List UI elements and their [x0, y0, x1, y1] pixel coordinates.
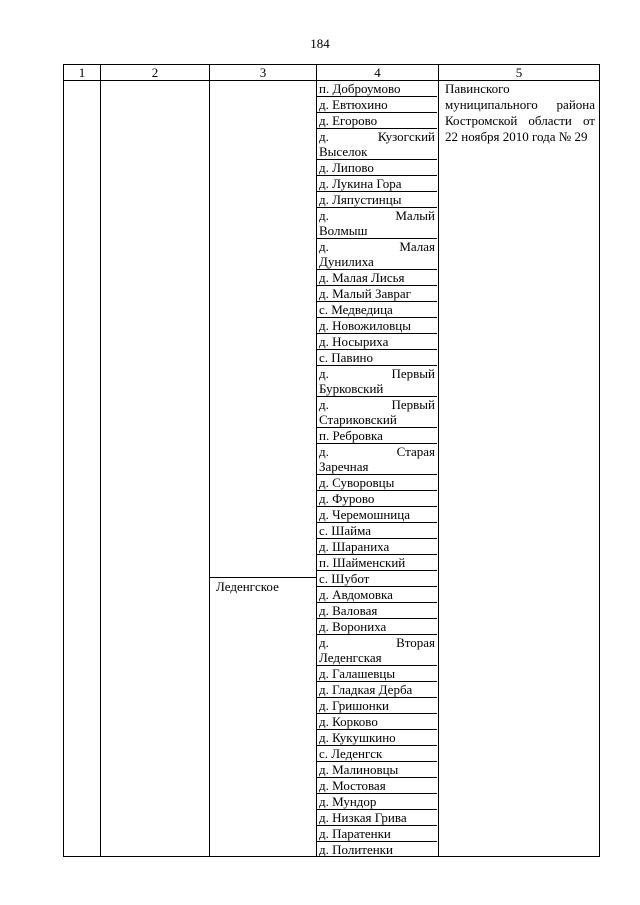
settlement-cell: д. Новожиловцы — [317, 318, 437, 334]
settlement-list — [317, 81, 437, 858]
settlement-cell: д. Носыриха — [317, 334, 437, 350]
settlement-cell: п. Шайменский — [317, 555, 437, 571]
settlement-cell: с. Павино — [317, 350, 437, 366]
settlement-group-label: Леденгское — [216, 579, 279, 594]
settlement-cell: д. Малый Завраг — [317, 286, 437, 302]
settlement-cell: д. Гладкая Дерба — [317, 682, 437, 698]
column-divider — [438, 65, 439, 856]
settlement-cell: д. Егорово — [317, 113, 437, 129]
page-number: 184 — [310, 36, 330, 51]
table-header-row — [64, 65, 599, 81]
settlement-cell: д. Черемошница — [317, 507, 437, 523]
settlement-cell: д. Политенки — [319, 842, 393, 857]
settlement-cell: д. Низкая Грива — [317, 810, 437, 826]
settlement-cell: д. Паратенки — [317, 826, 437, 842]
header-col-1: 1 — [78, 65, 86, 80]
settlement-cell: д. Суворовцы — [317, 475, 437, 491]
settlement-cell: д. Вторая Леденгская — [319, 635, 435, 665]
settlement-cell: д. Фурово — [317, 491, 437, 507]
header-col-4: 4 — [374, 65, 381, 80]
settlement-cell: с. Медведица — [317, 302, 437, 318]
settlement-cell: с. Шайма — [317, 523, 437, 539]
column-divider — [100, 65, 101, 856]
settlement-cell: д. Ворониха — [317, 619, 437, 635]
settlement-cell: д. Первый Стариковский — [319, 397, 435, 427]
settlement-cell: д. Липово — [317, 160, 437, 176]
settlement-cell: д. Евтюхино — [317, 97, 437, 113]
settlement-cell: д. Галашевцы — [317, 666, 437, 682]
header-col-5: 5 — [515, 65, 523, 80]
settlement-cell: д. Корково — [317, 714, 437, 730]
settlement-cell: д. Ляпустинцы — [317, 192, 437, 208]
settlement-cell: с. Шубот — [317, 571, 437, 587]
settlement-cell: д. Мундор — [317, 794, 437, 810]
settlement-cell: д. Малый Волмыш — [319, 208, 435, 238]
settlement-cell: д. Авдомовка — [317, 587, 437, 603]
settlement-cell: д. Мостовая — [317, 778, 437, 794]
settlement-cell: п. Доброумово — [317, 81, 437, 97]
header-col-2: 2 — [151, 65, 159, 80]
settlement-cell: д. Малиновцы — [317, 762, 437, 778]
settlement-cell: с. Леденгск — [317, 746, 437, 762]
settlement-cell: д. Старая Заречная — [319, 444, 435, 474]
settlement-cell: д. Гришонки — [317, 698, 437, 714]
document-reference: Павинского муниципального района Костромской области от 22 ноября 2010 года № 29 — [445, 81, 595, 144]
settlement-cell: д. Шараниха — [317, 539, 437, 555]
settlement-cell: д. Кукушкино — [317, 730, 437, 746]
settlement-cell: д. Кузогский Выселок — [319, 129, 435, 159]
group-separator-line — [210, 577, 316, 578]
header-col-3: 3 — [259, 65, 267, 80]
settlements-table — [63, 64, 600, 857]
settlement-cell: д. Первый Бурковский — [319, 366, 435, 396]
settlement-cell: д. Малая Лисья — [317, 270, 437, 286]
settlement-cell: д. Лукина Гора — [317, 176, 437, 192]
settlement-cell: п. Ребровка — [317, 428, 437, 444]
settlement-cell: д. Малая Дунилиха — [319, 239, 435, 269]
settlement-cell: д. Валовая — [317, 603, 437, 619]
column-divider — [209, 65, 210, 856]
